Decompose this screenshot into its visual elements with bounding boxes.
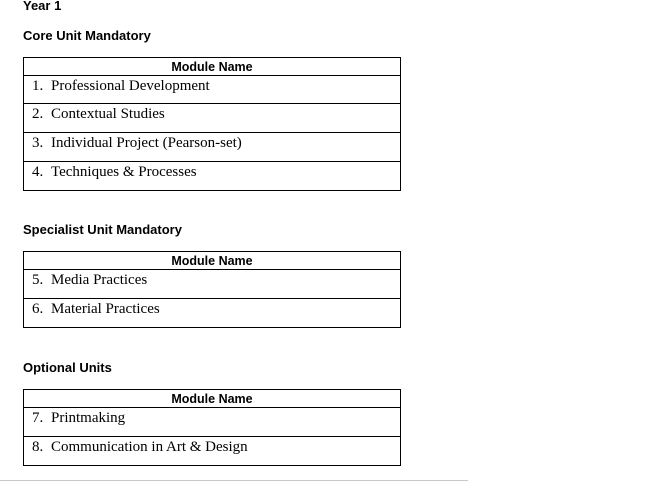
table-row [24, 270, 401, 299]
module-cell [24, 133, 401, 162]
module-cell [24, 270, 401, 299]
specialist-unit-heading: Specialist Unit Mandatory [23, 222, 182, 237]
module-name: Professional Development [51, 78, 210, 94]
year-heading: Year 1 [23, 0, 62, 13]
table-row [24, 299, 401, 328]
module-name: Contextual Studies [51, 106, 165, 122]
module-cell [24, 104, 401, 133]
module-name: Media Practices [51, 272, 148, 288]
optional-units-table [23, 389, 401, 466]
specialist-unit-table [23, 251, 401, 328]
module-cell [24, 76, 401, 104]
module-number: 2. [32, 106, 44, 122]
table-row [24, 162, 401, 191]
table-header-row [24, 58, 401, 76]
module-cell [24, 437, 401, 466]
module-cell [24, 408, 401, 437]
module-name-header: Module Name [24, 58, 401, 76]
module-name: Printmaking [51, 410, 126, 426]
module-number: 7. [32, 410, 44, 426]
module-name-header: Module Name [24, 390, 401, 408]
module-number: 4. [32, 164, 44, 180]
module-number: 5. [32, 272, 44, 288]
table-row [24, 76, 401, 104]
core-unit-heading: Core Unit Mandatory [23, 28, 151, 43]
module-name: Individual Project (Pearson-set) [51, 135, 242, 151]
module-number: 3. [32, 135, 44, 151]
module-number: 1. [32, 78, 44, 94]
core-unit-table [23, 57, 401, 191]
table-row [24, 104, 401, 133]
module-name-header: Module Name [24, 252, 401, 270]
table-row [24, 133, 401, 162]
module-number: 8. [32, 439, 44, 455]
table-header-row [24, 390, 401, 408]
module-name: Material Practices [51, 301, 160, 317]
table-row [24, 437, 401, 466]
optional-units-heading: Optional Units [23, 360, 112, 375]
table-row [24, 408, 401, 437]
module-number: 6. [32, 301, 44, 317]
table-header-row [24, 252, 401, 270]
module-cell [24, 162, 401, 191]
module-cell [24, 299, 401, 328]
page-divider [0, 480, 468, 481]
module-name: Techniques & Processes [51, 164, 197, 180]
module-name: Communication in Art & Design [51, 439, 248, 455]
